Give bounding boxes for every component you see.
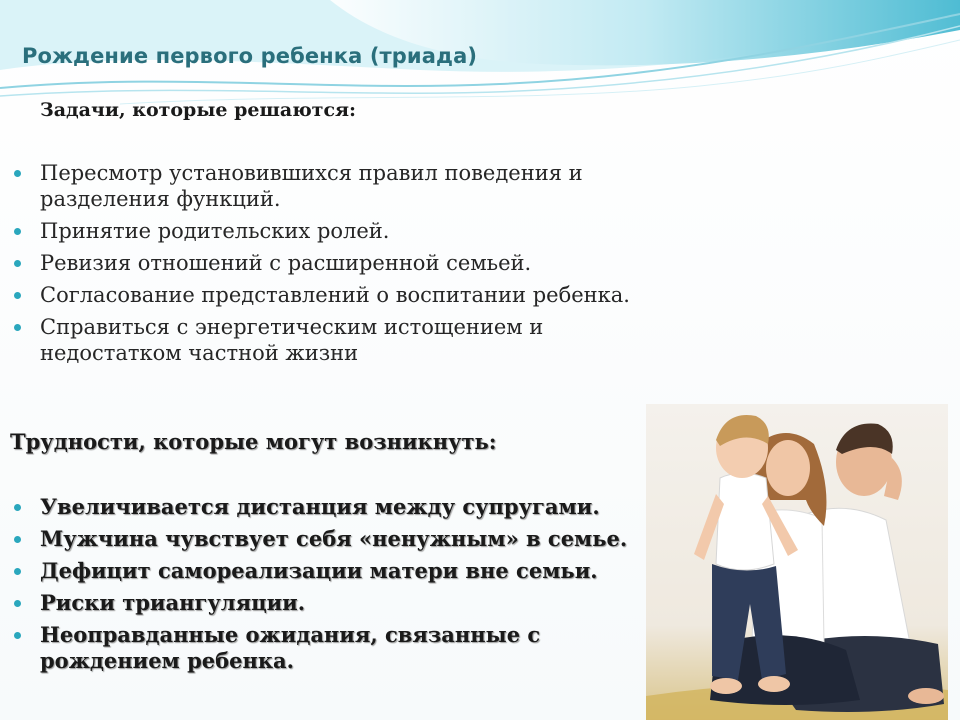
slide-title: Рождение первого ребенка (триада) [22, 44, 478, 68]
bullet-icon [14, 600, 21, 607]
tasks-heading: Задачи, которые решаются: [40, 99, 357, 121]
list-item: Неоправданные ожидания, связанные с рождением ребенка. [14, 622, 654, 674]
bullet-icon [14, 568, 21, 575]
bullet-icon [14, 170, 21, 177]
bullet-icon [14, 292, 21, 299]
tasks-list [14, 160, 654, 372]
list-item: Дефицит самореализации матери вне семьи. [14, 558, 654, 584]
family-photo [646, 404, 948, 720]
bullet-icon [14, 324, 21, 331]
list-item: Мужчина чувствует себя «ненужным» в семье. [14, 526, 654, 552]
list-item: Справиться с энергетическим истощением и недостатком частной жизни [14, 314, 654, 366]
bullet-icon [14, 536, 21, 543]
list-item: Ревизия отношений с расширенной семьей. [14, 250, 654, 276]
list-item: Пересмотр установившихся правил поведения и разделения функций. [14, 160, 654, 212]
bullet-icon [14, 504, 21, 511]
list-item: Увеличивается дистанция между супругами. [14, 494, 654, 520]
difficulties-heading: Трудности, которые могут возникнуть: [10, 429, 497, 454]
bullet-icon [14, 228, 21, 235]
list-item: Принятие родительских ролей. [14, 218, 654, 244]
list-item: Риски триангуляции. [14, 590, 654, 616]
difficulties-list [14, 494, 654, 680]
bullet-icon [14, 632, 21, 639]
list-item: Согласование представлений о воспитании ребенка. [14, 282, 654, 308]
bullet-icon [14, 260, 21, 267]
